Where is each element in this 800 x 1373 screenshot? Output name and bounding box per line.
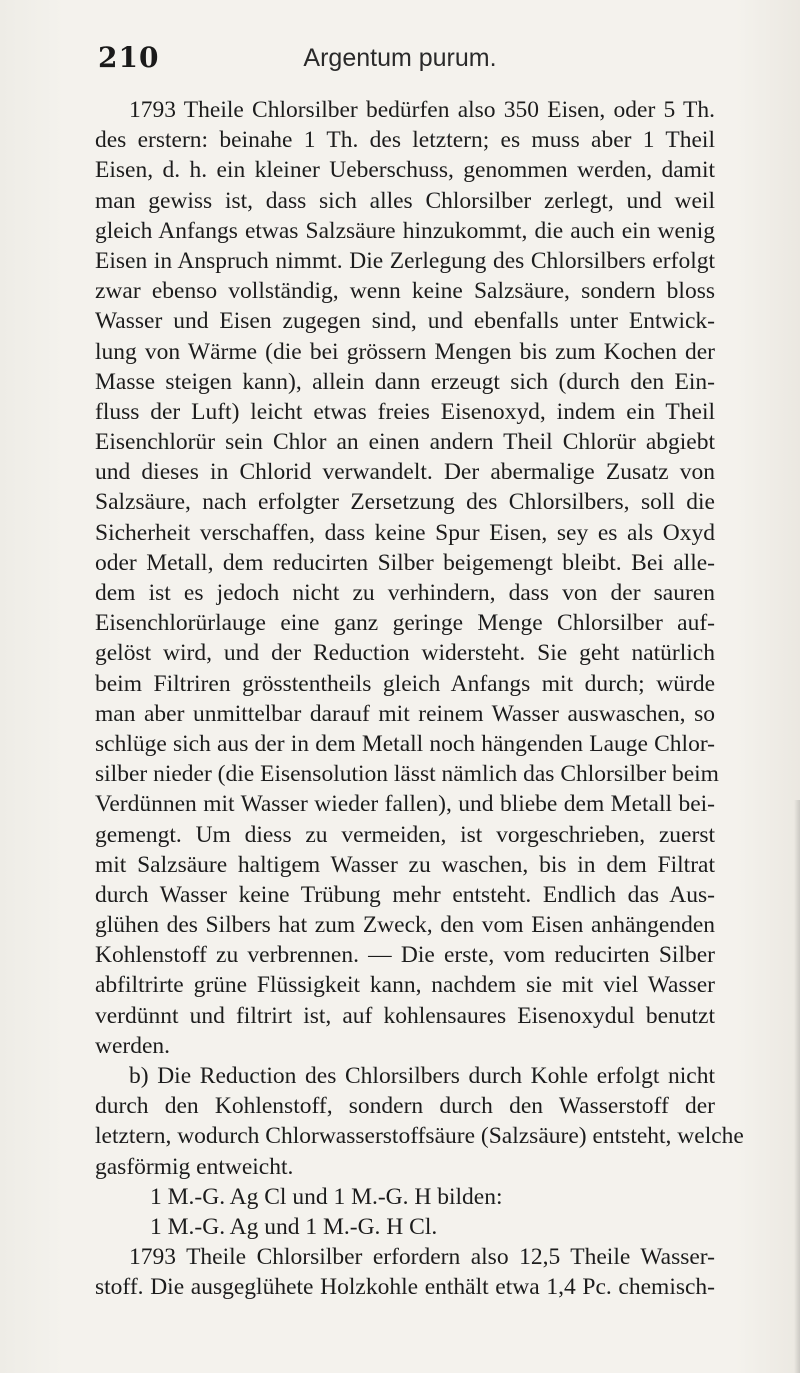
text-line: Eisen in Anspruch nimmt. Die Zerlegung des Chlorsilbers erfolgt <box>95 247 715 274</box>
text-line: silber nieder (die Eisensolution lässt nämlich das Chlorsilber beim <box>95 761 719 788</box>
text-line: werden. <box>95 1032 171 1059</box>
text-line: zwar ebenso vollständig, wenn keine Salzsäure, sondern bloss <box>95 278 715 305</box>
text-line: durch den Kohlenstoff, sondern durch den Wasserstoff der <box>95 1093 715 1120</box>
text-line: Eisenchlorür sein Chlor an einen andern Theil Chlorür abgiebt <box>95 429 715 456</box>
text-line: beim Filtriren grösstentheils gleich Anfangs mit durch; würde <box>95 670 715 697</box>
text-line: Kohlenstoff zu verbrennen. — Die erste, vom reducirten Silber <box>95 942 715 969</box>
formula-line: 1 M.-G. Ag und 1 M.-G. H Cl. <box>150 1213 438 1240</box>
text-line: lung von Wärme (die bei grössern Mengen bis zum Kochen der <box>95 338 715 365</box>
page-edge-shadow <box>794 800 800 1373</box>
text-line: Salzsäure, nach erfolgter Zersetzung des Chlorsilbers, soll die <box>95 489 715 516</box>
page-number: 210 <box>98 41 160 74</box>
text-line: glühen des Silbers hat zum Zweck, den vom Eisen anhängenden <box>95 912 715 939</box>
text-line: und dieses in Chlorid verwandelt. Der abermalige Zusatz von <box>95 459 715 486</box>
text-line: Masse steigen kann), allein dann erzeugt sich (durch den Ein- <box>95 368 715 395</box>
text-line: oder Metall, dem reducirten Silber beigemengt bleibt. Bei alle- <box>95 549 715 576</box>
text-line: 1793 Theile Chlorsilber bedürfen also 350 Eisen, oder 5 Th. <box>129 97 715 123</box>
text-line: b) Die Reduction des Chlorsilbers durch Kohle erfolgt nicht <box>129 1063 715 1089</box>
text-line: abfiltrirte grüne Flüssigkeit kann, nachdem sie mit viel Wasser <box>95 972 715 999</box>
text-line: dem ist es jedoch nicht zu verhindern, dass von der sauren <box>95 580 715 606</box>
text-line: 1793 Theile Chlorsilber erfordern also 12,5 Theile Wasser- <box>129 1244 715 1271</box>
running-head: Argentum purum. <box>303 44 497 72</box>
text-line: man aber unmittelbar darauf mit reinem Wasser auswaschen, so <box>95 700 715 727</box>
text-line: gasförmig entweicht. <box>95 1153 294 1180</box>
text-line: des erstern: beinahe 1 Th. des letztern; es muss aber 1 Theil <box>95 127 715 154</box>
text-line: fluss der Luft) leicht etwas freies Eisenoxyd, indem ein Theil <box>95 398 715 425</box>
text-line: Sicherheit verschaffen, dass keine Spur Eisen, sey es als Oxyd <box>95 519 715 546</box>
text-line: gelöst wird, und der Reduction widersteht. Sie geht natürlich <box>95 640 715 667</box>
formula-line: 1 M.-G. Ag Cl und 1 M.-G. H bilden: <box>150 1183 503 1210</box>
text-line: letztern, wodurch Chlorwasserstoffsäure (Salzsäure) entsteht, welche <box>95 1123 744 1150</box>
text-line: durch Wasser keine Trübung mehr entsteht. Endlich das Aus- <box>95 881 715 908</box>
text-line: verdünnt und filtrirt ist, auf kohlensaures Eisenoxydul benutzt <box>95 1002 715 1029</box>
text-line: man gewiss ist, dass sich alles Chlorsilber zerlegt, und weil <box>95 187 715 214</box>
text-line: stoff. Die ausgeglühete Holzkohle enthält etwa 1,4 Pc. chemisch- <box>95 1274 715 1301</box>
page-header <box>0 38 800 78</box>
text-line: Wasser und Eisen zugegen sind, und ebenfalls unter Entwick- <box>95 308 715 335</box>
text-line: Eisen, d. h. ein kleiner Ueberschuss, genommen werden, damit <box>95 157 715 184</box>
text-line: schlüge sich aus der in dem Metall noch hängenden Lauge Chlor- <box>95 730 715 757</box>
text-line: gleich Anfangs etwas Salzsäure hinzukommt, die auch ein wenig <box>95 217 715 244</box>
body-text <box>95 95 744 1303</box>
text-line: gemengt. Um diess zu vermeiden, ist vorgeschrieben, zuerst <box>95 821 715 848</box>
text-line: Verdünnen mit Wasser wieder fallen), und bliebe dem Metall bei- <box>95 791 715 818</box>
text-line: Eisenchlorürlauge eine ganz geringe Menge Chlorsilber auf- <box>95 610 715 637</box>
text-line: mit Salzsäure haltigem Wasser zu waschen, bis in dem Filtrat <box>95 851 715 878</box>
